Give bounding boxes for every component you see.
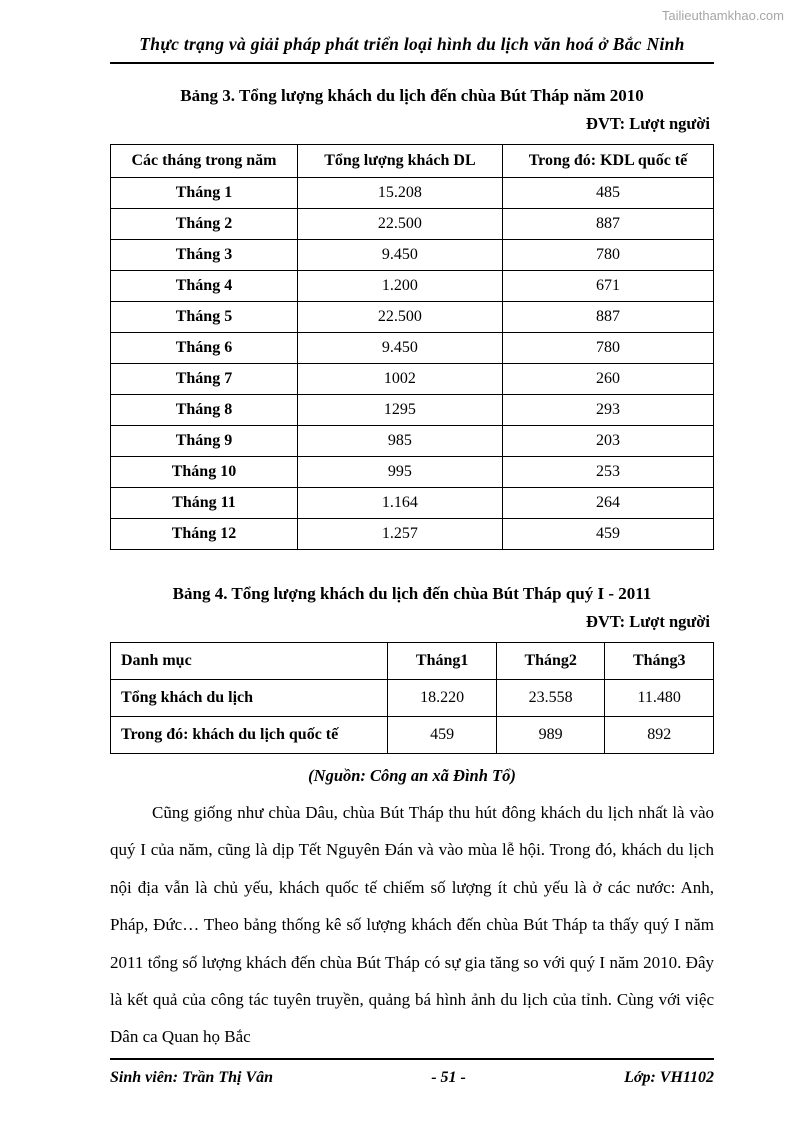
body-paragraph: Cũng giống như chùa Dâu, chùa Bút Tháp thu hút đông khách du lịch nhất là vào quý I của năm, cũng là dịp Tết Nguyên Đán và vào mùa lễ hội. Trong đó, khách du lịch nội địa vẫn là chủ yếu, khách quốc tế chiếm số lượng ít chủ yếu là ở các nước: Anh, Pháp, Đức… Theo bảng thống kê số lượng khách đến chùa Bút Tháp ta thấy quý I năm 2011 tổng số lượng khách đến chùa Bút Tháp có sự gia tăng so với quý I năm 2010. Đây là kết quả của công tác tuyên truyền, quảng bá hình ảnh du lịch của tỉnh. Cùng với việc Dân ca Quan họ Bắc bbox=[110, 803, 714, 1047]
row-label: Tháng 10 bbox=[111, 457, 298, 488]
table-row bbox=[111, 178, 714, 209]
table-row bbox=[111, 488, 714, 519]
row-value: 23.558 bbox=[496, 680, 605, 717]
table-header-row bbox=[111, 643, 714, 680]
row-value: 995 bbox=[297, 457, 502, 488]
row-value: 293 bbox=[502, 395, 713, 426]
row-value: 671 bbox=[502, 271, 713, 302]
table-row bbox=[111, 395, 714, 426]
table4-caption: Bảng 4. Tổng lượng khách du lịch đến chùa Bút Tháp quý I - 2011 bbox=[172, 584, 652, 603]
column-header: Trong đó: KDL quốc tế bbox=[502, 145, 713, 178]
table3-caption: Bảng 3. Tổng lượng khách du lịch đến chùa Bút Tháp năm 2010 bbox=[180, 86, 644, 105]
row-value: 485 bbox=[502, 178, 713, 209]
row-value: 780 bbox=[502, 333, 713, 364]
row-value: 1002 bbox=[297, 364, 502, 395]
table-row bbox=[111, 302, 714, 333]
table-row bbox=[111, 240, 714, 271]
row-value: 22.500 bbox=[297, 302, 502, 333]
column-header: Tháng3 bbox=[605, 643, 714, 680]
table4-unit: ĐVT: Lượt người bbox=[586, 612, 710, 631]
row-label: Tháng 7 bbox=[111, 364, 298, 395]
column-header: Danh mục bbox=[111, 643, 388, 680]
table-row bbox=[111, 457, 714, 488]
row-label: Tháng 5 bbox=[111, 302, 298, 333]
table-row bbox=[111, 271, 714, 302]
row-value: 260 bbox=[502, 364, 713, 395]
table-visitors-2010 bbox=[110, 144, 714, 550]
table-row bbox=[111, 680, 714, 717]
table-header-row bbox=[111, 145, 714, 178]
row-value: 15.208 bbox=[297, 178, 502, 209]
row-label: Tháng 2 bbox=[111, 209, 298, 240]
row-value: 9.450 bbox=[297, 333, 502, 364]
watermark: Tailieuthamkhao.com bbox=[661, 8, 784, 23]
row-label: Tháng 6 bbox=[111, 333, 298, 364]
row-value: 11.480 bbox=[605, 680, 714, 717]
row-value: 989 bbox=[496, 717, 605, 754]
row-label: Tháng 3 bbox=[111, 240, 298, 271]
row-label: Tháng 4 bbox=[111, 271, 298, 302]
table-row bbox=[111, 364, 714, 395]
row-value: 985 bbox=[297, 426, 502, 457]
footer-page-number: - 51 - bbox=[431, 1069, 466, 1086]
row-label: Tháng 1 bbox=[111, 178, 298, 209]
row-value: 780 bbox=[502, 240, 713, 271]
table-row bbox=[111, 519, 714, 550]
row-value: 18.220 bbox=[388, 680, 497, 717]
row-label: Tháng 12 bbox=[111, 519, 298, 550]
row-value: 892 bbox=[605, 717, 714, 754]
page-header-title: Thực trạng và giải pháp phát triển loại hình du lịch văn hoá ở Bắc Ninh bbox=[110, 34, 714, 64]
row-value: 459 bbox=[502, 519, 713, 550]
row-value: 459 bbox=[388, 717, 497, 754]
row-label: Tháng 8 bbox=[111, 395, 298, 426]
table-row bbox=[111, 209, 714, 240]
table-row bbox=[111, 426, 714, 457]
row-value: 22.500 bbox=[297, 209, 502, 240]
row-value: 887 bbox=[502, 209, 713, 240]
table-row bbox=[111, 717, 714, 754]
column-header: Tháng2 bbox=[496, 643, 605, 680]
row-value: 203 bbox=[502, 426, 713, 457]
page-footer bbox=[110, 1058, 714, 1087]
source-note: (Nguồn: Công an xã Đình Tổ) bbox=[308, 766, 516, 785]
row-value: 1.257 bbox=[297, 519, 502, 550]
table-visitors-q1-2011 bbox=[110, 642, 714, 754]
row-value: 887 bbox=[502, 302, 713, 333]
row-value: 1.200 bbox=[297, 271, 502, 302]
column-header: Tháng1 bbox=[388, 643, 497, 680]
page-content bbox=[110, 76, 714, 1073]
row-value: 264 bbox=[502, 488, 713, 519]
row-label: Tổng khách du lịch bbox=[111, 680, 388, 717]
table3-unit: ĐVT: Lượt người bbox=[586, 114, 710, 133]
row-value: 253 bbox=[502, 457, 713, 488]
row-label: Tháng 9 bbox=[111, 426, 298, 457]
row-value: 9.450 bbox=[297, 240, 502, 271]
footer-class: Lớp: VH1102 bbox=[624, 1069, 714, 1086]
row-value: 1295 bbox=[297, 395, 502, 426]
footer-student: Sinh viên: Trần Thị Vân bbox=[110, 1069, 274, 1086]
row-value: 1.164 bbox=[297, 488, 502, 519]
row-label: Tháng 11 bbox=[111, 488, 298, 519]
row-label: Trong đó: khách du lịch quốc tế bbox=[111, 717, 388, 754]
column-header: Các tháng trong năm bbox=[111, 145, 298, 178]
column-header: Tổng lượng khách DL bbox=[297, 145, 502, 178]
table-row bbox=[111, 333, 714, 364]
